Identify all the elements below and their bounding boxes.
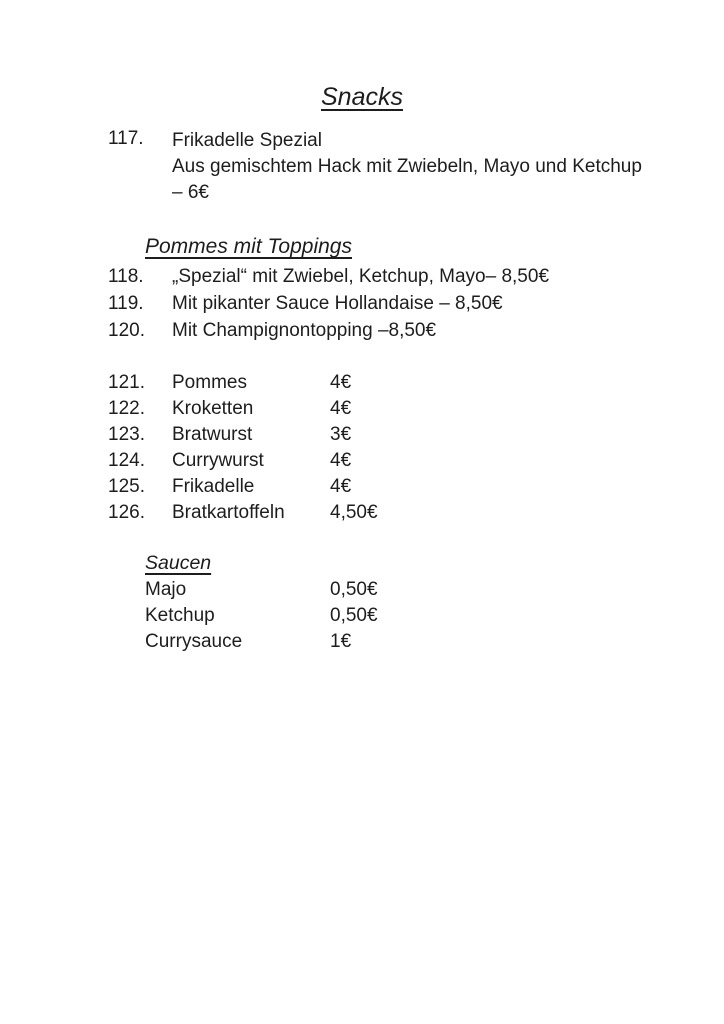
menu-item-124 [0, 448, 724, 474]
sauce-item-ketchup [0, 603, 724, 629]
item-price: 4€ [330, 372, 352, 393]
item-name: Bratkartoffeln [172, 502, 285, 523]
item-text: „Spezial“ mit Zwiebel, Ketchup, Mayo– 8,50€ [172, 266, 550, 287]
item-name: Frikadelle [172, 476, 255, 497]
sauce-item-currysauce [0, 629, 724, 655]
item-number: 121. [108, 372, 145, 393]
priced-items [0, 370, 724, 526]
item-number: 120. [108, 320, 145, 341]
item-price: 4,50€ [330, 502, 378, 523]
menu-item-126 [0, 500, 724, 526]
item-name: Currysauce [145, 631, 243, 652]
section-header-pommes [145, 233, 724, 260]
item-text: Mit Champignontopping –8,50€ [172, 320, 437, 341]
menu-item-123 [0, 422, 724, 448]
item-price: 4€ [330, 450, 352, 471]
item-number: 123. [108, 424, 145, 445]
menu-item-117 [0, 128, 724, 206]
menu-item-125 [0, 474, 724, 500]
item-number: 126. [108, 502, 145, 523]
item-name: Frikadelle Spezial [172, 130, 322, 151]
sauce-items [0, 577, 724, 655]
item-price: 0,50€ [330, 605, 378, 626]
menu-item-118 [0, 263, 724, 290]
item-number: 117. [108, 128, 144, 149]
menu-item-122 [0, 396, 724, 422]
item-number: 122. [108, 398, 145, 419]
item-price: 0,50€ [330, 579, 378, 600]
item-price: 3€ [330, 424, 352, 445]
item-number: 124. [108, 450, 145, 471]
page-title-text: Snacks [321, 83, 403, 111]
item-name: Kroketten [172, 398, 254, 419]
item-name: Pommes [172, 372, 247, 393]
item-number: 118. [108, 266, 144, 287]
menu-item-121 [0, 370, 724, 396]
item-price: – 6€ [172, 182, 209, 203]
section-header-saucen [145, 551, 724, 576]
section-header-pommes-text: Pommes mit Toppings [145, 235, 352, 258]
menu-item-119 [0, 290, 724, 317]
item-description: Aus gemischtem Hack mit Zwiebeln, Mayo und Ketchup [172, 156, 642, 177]
item-name: Bratwurst [172, 424, 253, 445]
menu-item-120 [0, 317, 724, 344]
item-price: 1€ [330, 631, 352, 652]
item-name: Currywurst [172, 450, 264, 471]
item-content [172, 128, 642, 206]
item-price: 4€ [330, 476, 352, 497]
item-number: 125. [108, 476, 145, 497]
section-header-saucen-text: Saucen [145, 552, 212, 574]
item-number: 119. [108, 293, 144, 314]
item-name: Majo [145, 579, 187, 600]
item-price: 4€ [330, 398, 352, 419]
sauce-item-majo [0, 577, 724, 603]
item-text: Mit pikanter Sauce Hollandaise – 8,50€ [172, 293, 503, 314]
item-name: Ketchup [145, 605, 215, 626]
pommes-items [0, 263, 724, 344]
page-title [0, 0, 724, 112]
